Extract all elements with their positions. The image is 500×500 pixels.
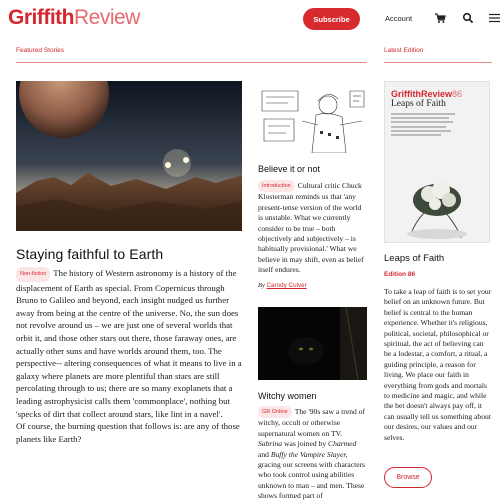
witchy-body-d: gracing our screens with characters who took control using abilities unknown to man – and men. These shows formed part of: [258, 460, 366, 500]
cart-icon[interactable]: [434, 12, 446, 24]
witchy-story-excerpt: [258, 406, 367, 500]
believe-story-image[interactable]: [258, 81, 367, 153]
believe-story-tag[interactable]: Introduction: [258, 180, 295, 192]
edition-number: Edition 86: [384, 271, 416, 278]
witchy-italic-1: Sabrina: [258, 439, 283, 449]
witchy-story-image[interactable]: [258, 307, 367, 380]
believe-story-excerpt: [258, 180, 367, 276]
edition-cover-image[interactable]: [384, 81, 490, 243]
featured-divider: [16, 62, 367, 63]
main-story-body-2: Of course, the burning question that follows is: are any of those planets like Earth?: [16, 421, 240, 444]
witchy-body-b: was joined by: [282, 439, 329, 449]
latest-divider: [384, 62, 492, 63]
author-link[interactable]: Carody Culver: [266, 282, 307, 289]
edition-title[interactable]: Leaps of Faith: [384, 253, 445, 264]
witchy-story-title[interactable]: Witchy women: [258, 391, 317, 401]
menu-icon[interactable]: [489, 12, 500, 24]
witchy-italic-2: Charmed: [328, 439, 357, 449]
main-story-title[interactable]: Staying faithful to Earth: [16, 246, 164, 262]
cover-logo-number: 86: [452, 89, 463, 99]
featured-stories-label: Featured Stories: [16, 47, 65, 54]
main-story-tag[interactable]: Non-fiction: [16, 267, 50, 282]
latest-edition-label: Latest Edition: [384, 47, 424, 54]
cover-logo: [391, 89, 462, 99]
subscribe-button[interactable]: Subscribe: [303, 8, 360, 30]
browse-button[interactable]: Browse: [384, 467, 432, 488]
cover-contributors: [391, 113, 461, 138]
byline-prefix: By: [258, 282, 265, 289]
main-story-image[interactable]: [16, 81, 242, 231]
cover-logo-text: GriffithReview: [391, 89, 453, 99]
logo-text-primary: Griffith: [8, 6, 74, 29]
site-header: [0, 0, 500, 38]
believe-story-body: Cultural critic Chuck Klosterman reminds us that 'any present-tense version of the world is unstable. What we currently consider to be true – both objectively and subjectively – is habitually provisional.' What we believe in may shift, even as belief itself endures.: [258, 181, 364, 275]
witchy-body-c: and: [258, 449, 271, 459]
search-icon[interactable]: [462, 12, 474, 24]
witchy-body-a: The '90s saw a trend of witchy, occult or otherwise supernatural women on TV.: [258, 407, 366, 438]
main-story-body: The history of Western astronomy is a history of the displacement of Earth as special. From Copernicus through Bruno to Galileo and beyond, each insight nudged us further away from being at the centre of the universe. No, the sun does not revolve around us – we are just one of several worlds that orbit it, and those other stars out there, those faraway ones, are actually other suns and have worlds around them, too. The perspective-- altering consequences of what it means to live in a galaxy where planets are more plentiful than stars are still percolating through to us; there are so many exoplanets that a leading astrophysicist calls them 'commonplace', nothing but 'specks of dirt that collect around stars, like lint in a navel'.: [16, 268, 242, 419]
witchy-italic-3: Buffy the Vampire Slayer,: [270, 449, 348, 459]
believe-story-title[interactable]: Believe it or not: [258, 164, 321, 174]
cover-flower-art: [385, 142, 490, 243]
cover-title: Leaps of Faith: [391, 99, 446, 109]
main-story-excerpt: [16, 267, 242, 445]
believe-story-byline: [258, 282, 307, 289]
edition-description: To take a leap of faith is to set your belief on an unknown future. But belief is central to the human experience. Whether it's religious, political, societal, philosophical or spiritual, the act of believing can be a lodestar, a comfort, a ritual, a guiding principle, a reason for living. We place our faith in everything from gods and mortals to medicine and magic, and while the bet doesn't always pay off, it can usually tell us something about our desires, our values and our selves.: [384, 287, 492, 442]
logo-text-secondary: Review: [73, 6, 140, 29]
account-link[interactable]: Account: [385, 14, 413, 23]
witchy-story-tag[interactable]: GR Online: [258, 406, 292, 418]
site-logo[interactable]: [8, 6, 140, 30]
